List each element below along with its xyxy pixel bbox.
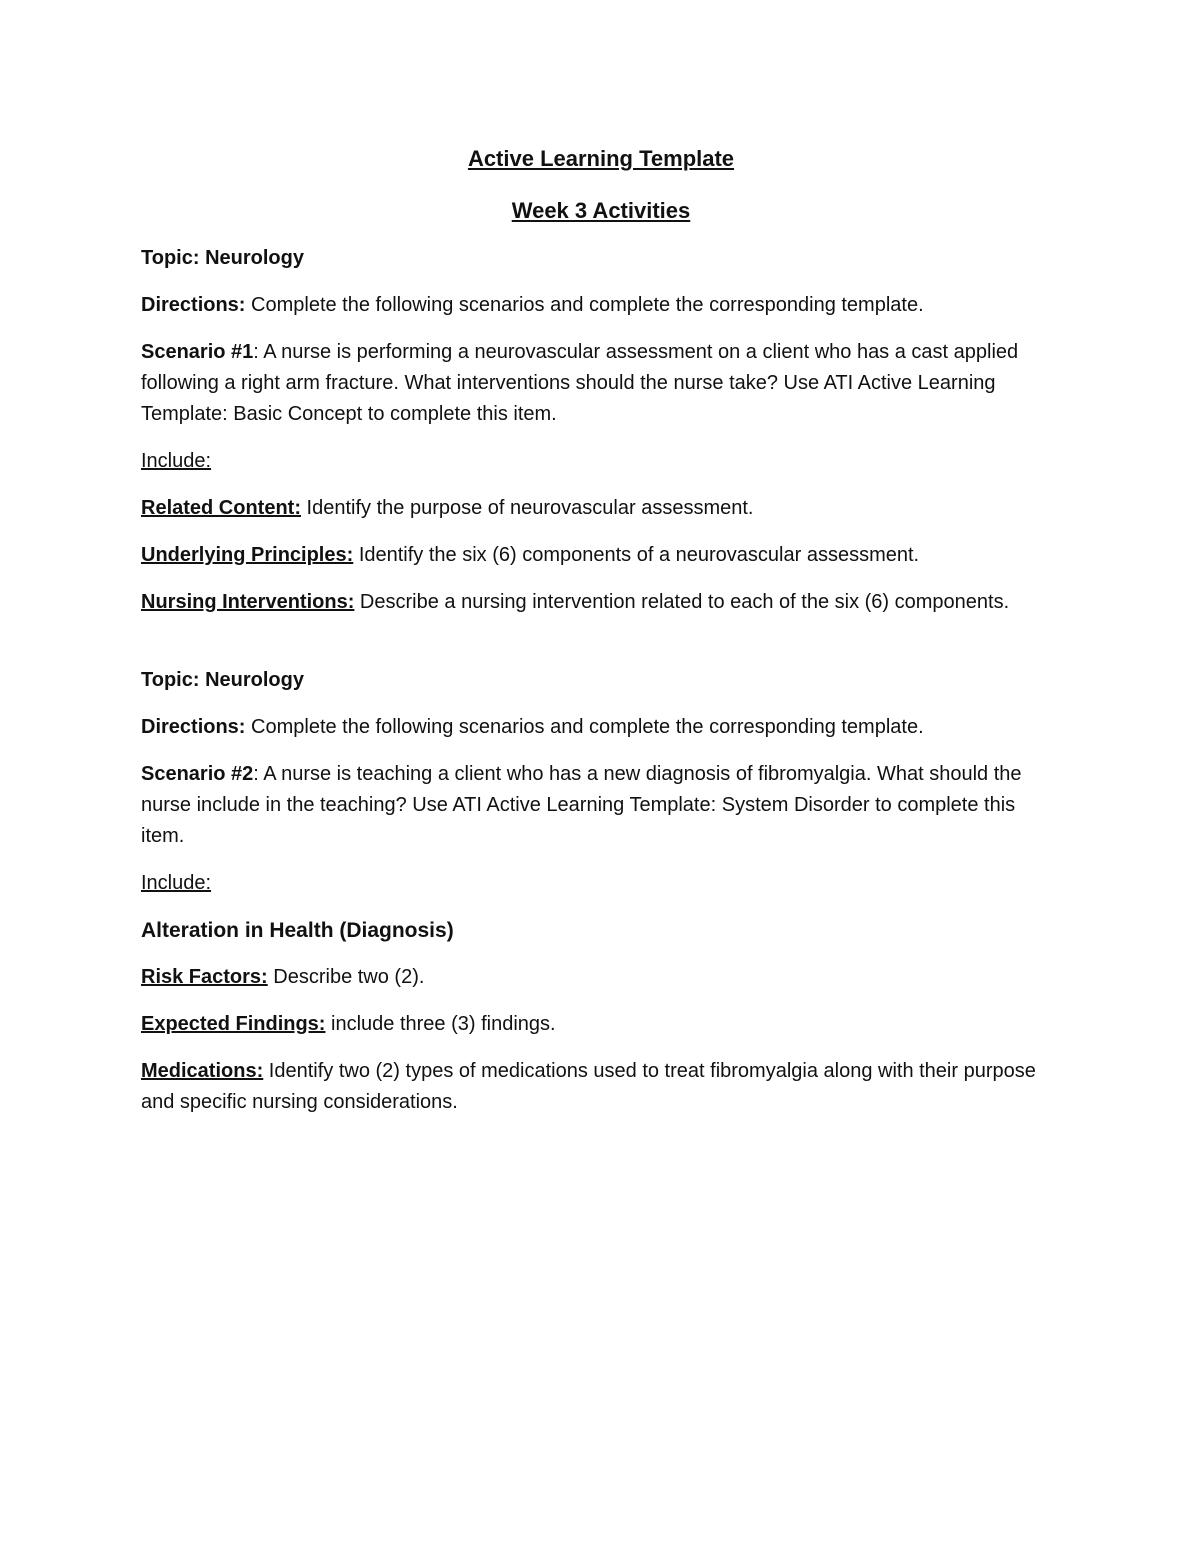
scenario-paragraph-1 bbox=[141, 337, 1061, 430]
scenario-text-1: : A nurse is performing a neurovascular assessment on a client who has a cast applied following a right arm fracture. What interventions should the nurse take? Use ATI Active Learning Template: Basic Concept to complete this item. bbox=[141, 341, 1019, 425]
requirement-item bbox=[141, 587, 1061, 618]
scenario-paragraph-2 bbox=[141, 759, 1061, 852]
requirement-text: Identify two (2) types of medications used to treat fibromyalgia along with their purpose and specific nursing considerations. bbox=[141, 1060, 1036, 1113]
document-subtitle: Week 3 Activities bbox=[511, 198, 691, 223]
directions-paragraph-1 bbox=[141, 290, 1061, 321]
include-label-1: Include: bbox=[141, 450, 212, 472]
requirement-text: Describe a nursing intervention related to each of the six (6) components. bbox=[354, 591, 1010, 613]
scenario-label-2: Scenario #2 bbox=[141, 763, 254, 785]
topic-heading-1: Topic: Neurology bbox=[141, 247, 304, 269]
requirement-item bbox=[141, 540, 1061, 571]
requirement-label: Related Content: bbox=[141, 497, 301, 519]
scenario-text-2: : A nurse is teaching a client who has a new diagnosis of fibromyalgia. What should the nurse include in the teaching? Use ATI Active Learning Template: System Disorder to complete this item. bbox=[141, 763, 1022, 847]
requirement-text: Describe two (2). bbox=[267, 966, 425, 988]
alteration-heading: Alteration in Health (Diagnosis) bbox=[141, 919, 454, 942]
requirement-text: Identify the six (6) components of a neurovascular assessment. bbox=[353, 544, 920, 566]
include-label-2: Include: bbox=[141, 872, 212, 894]
document-body bbox=[141, 138, 1061, 1118]
directions-text-1: Complete the following scenarios and complete the corresponding template. bbox=[245, 294, 924, 316]
directions-label-1: Directions: bbox=[141, 294, 246, 316]
requirement-label: Underlying Principles: bbox=[141, 544, 354, 566]
directions-label-2: Directions: bbox=[141, 716, 246, 738]
topic-heading-2: Topic: Neurology bbox=[141, 669, 304, 691]
scenario-label-1: Scenario #1 bbox=[141, 341, 254, 363]
requirement-item bbox=[141, 962, 1061, 993]
requirement-text: include three (3) findings. bbox=[325, 1013, 556, 1035]
requirement-item bbox=[141, 1009, 1061, 1040]
directions-paragraph-2 bbox=[141, 712, 1061, 743]
requirement-label: Nursing Interventions: bbox=[141, 591, 355, 613]
requirement-label: Expected Findings: bbox=[141, 1013, 326, 1035]
directions-text-2: Complete the following scenarios and complete the corresponding template. bbox=[245, 716, 924, 738]
requirement-text: Identify the purpose of neurovascular assessment. bbox=[301, 497, 754, 519]
requirement-item bbox=[141, 1056, 1061, 1118]
requirement-label: Risk Factors: bbox=[141, 966, 268, 988]
requirement-label: Medications: bbox=[141, 1060, 264, 1082]
requirement-item bbox=[141, 493, 1061, 524]
document-title: Active Learning Template bbox=[467, 146, 735, 171]
